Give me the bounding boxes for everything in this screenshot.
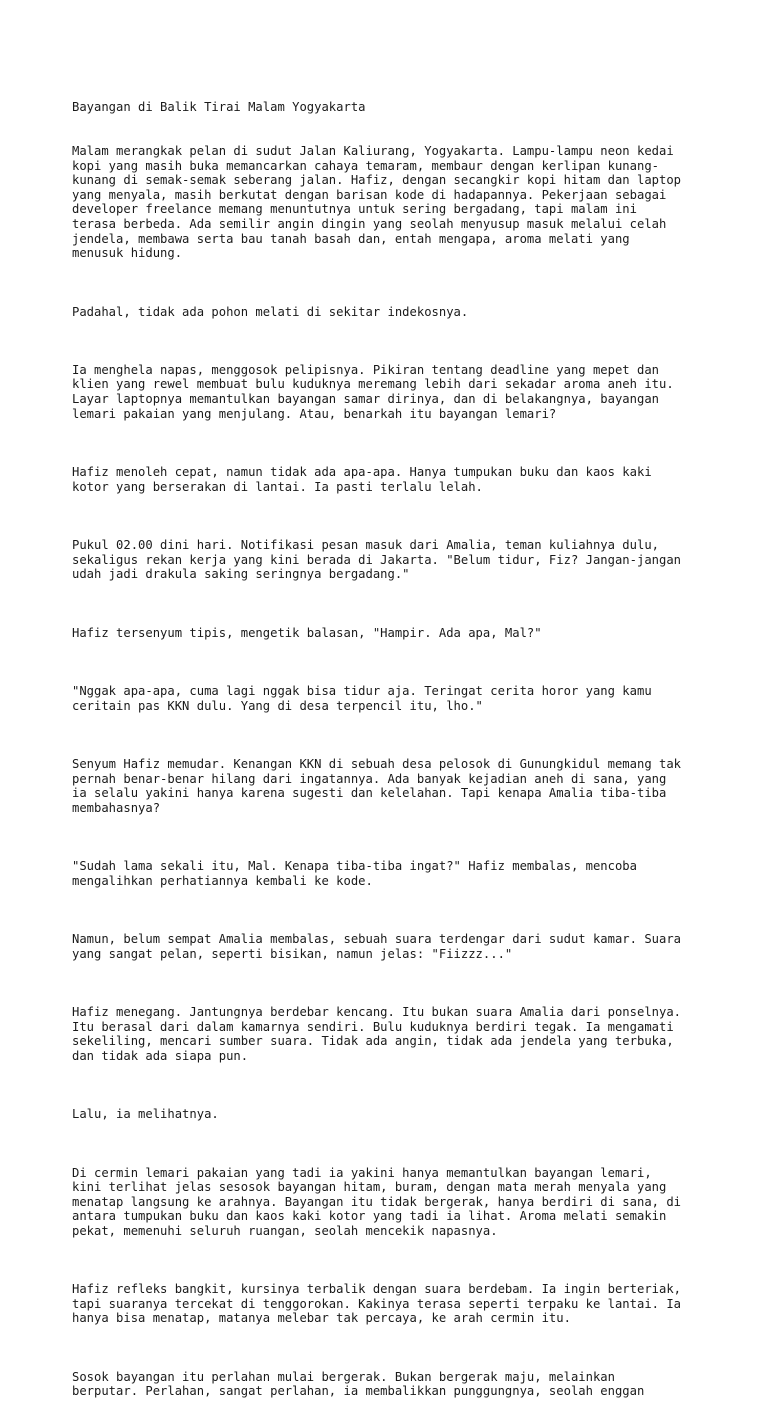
document-title: Bayangan di Balik Tirai Malam Yogyakarta bbox=[72, 100, 366, 115]
paragraph-10: Namun, belum sempat Amalia membalas, sebuah suara terdengar dari sudut kamar. Suara yang sangat pelan, seperti bisikan, namun jelas: "Fiizzz..." bbox=[72, 932, 682, 961]
paragraph-9: "Sudah lama sekali itu, Mal. Kenapa tiba-tiba ingat?" Hafiz membalas, mencoba mengalihkan perhatiannya kembali ke kode. bbox=[72, 859, 637, 888]
paragraph-14: Hafiz refleks bangkit, kursinya terbalik dengan suara berdebam. Ia ingin berteriak, tapi suaranya tercekat di tenggorokan. Kakinya terasa seperti terpaku ke lantai. Ia hanya bisa menatap, matanya melebar tak percaya, ke arah cermin itu. bbox=[72, 1282, 682, 1326]
paragraph-4: Hafiz menoleh cepat, namun tidak ada apa-apa. Hanya tumpukan buku dan kaos kaki kotor yang berserakan di lantai. Ia pasti terlalu lelah. bbox=[72, 465, 652, 494]
paragraph-5: Pukul 02.00 dini hari. Notifikasi pesan masuk dari Amalia, teman kuliahnya dulu, sekaligus rekan kerja yang kini berada di Jakarta. "Belum tidur, Fiz? Jangan-jangan udah jadi drakula saking seringnya bergadang." bbox=[72, 538, 682, 582]
document-page bbox=[72, 71, 712, 1428]
paragraph-13: Di cermin lemari pakaian yang tadi ia yakini hanya memantulkan bayangan lemari, kini terlihat jelas sesosok bayangan hitam, buram, dengan mata merah menyala yang menatap langsung ke arahnya. Bayangan itu tidak bergerak, hanya berdiri di sana, di antara tumpukan buku dan kaos kaki kotor yang tadi ia lihat. Aroma melati semakin pekat, memenuhi seluruh ruangan, seolah mencekik napasnya. bbox=[72, 1165, 682, 1238]
paragraph-12: Lalu, ia melihatnya. bbox=[72, 1107, 219, 1122]
paragraph-7: "Nggak apa-apa, cuma lagi nggak bisa tidur aja. Teringat cerita horor yang kamu ceritain pas KKN dulu. Yang di desa terpencil itu, lho." bbox=[72, 683, 652, 713]
paragraph-1: Malam merangkak pelan di sudut Jalan Kaliurang, Yogyakarta. Lampu-lampu neon kedai kopi yang masih buka memancarkan cahaya temaram, membaur dengan kerlipan kunang- kunang di semak-semak seberang jalan. Hafiz, dengan secangkir kopi hitam dan laptop yang menyala, masih berkutat dengan barisan kode di hadapannya. Pekerjaan sebagai developer freelance memang menuntutnya untuk sering bergadang, tapi malam ini terasa berbeda. Ada semilir angin dingin yang seolah menyusup masuk melalui celah jendela, membawa serta bau tanah basah dan, entah mengapa, aroma melati yang menusuk hidung. bbox=[72, 143, 682, 261]
paragraph-3: Ia menghela napas, menggosok pelipisnya. Pikiran tentang deadline yang mepet dan klien yang rewel membuat bulu kuduknya meremang lebih dari sekadar aroma aneh itu. Layar laptopnya memantulkan bayangan samar dirinya, dan di belakangnya, bayangan lemari pakaian yang menjulang. Atau, benarkah itu bayangan lemari? bbox=[72, 362, 674, 421]
paragraph-6: Hafiz tersenyum tipis, mengetik balasan, "Hampir. Ada apa, Mal?" bbox=[72, 625, 542, 640]
paragraph-11: Hafiz menegang. Jantungnya berdebar kencang. Itu bukan suara Amalia dari ponselnya. Itu berasal dari dalam kamarnya sendiri. Bulu kuduknya berdiri tegak. Ia mengamati sekeliling, mencari sumber suara. Tidak ada angin, tidak ada jendela yang terbuka, dan tidak ada siapa pun. bbox=[72, 1005, 682, 1063]
paragraph-2: Padahal, tidak ada pohon melati di sekitar indekosnya. bbox=[72, 304, 469, 319]
paragraph-15: Sosok bayangan itu perlahan mulai bergerak. Bukan bergerak maju, melainkan berputar. Perlahan, sangat perlahan, ia membalikkan punggungnya, seolah enggan bbox=[72, 1369, 645, 1399]
paragraph-8: Senyum Hafiz memudar. Kenangan KKN di sebuah desa pelosok di Gunungkidul memang tak pernah benar-benar hilang dari ingatannya. Ada banyak kejadian aneh di sana, yang ia selalu yakini hanya karena sugesti dan kelelahan. Tapi kenapa Amalia tiba-tiba membahasnya? bbox=[72, 756, 682, 815]
